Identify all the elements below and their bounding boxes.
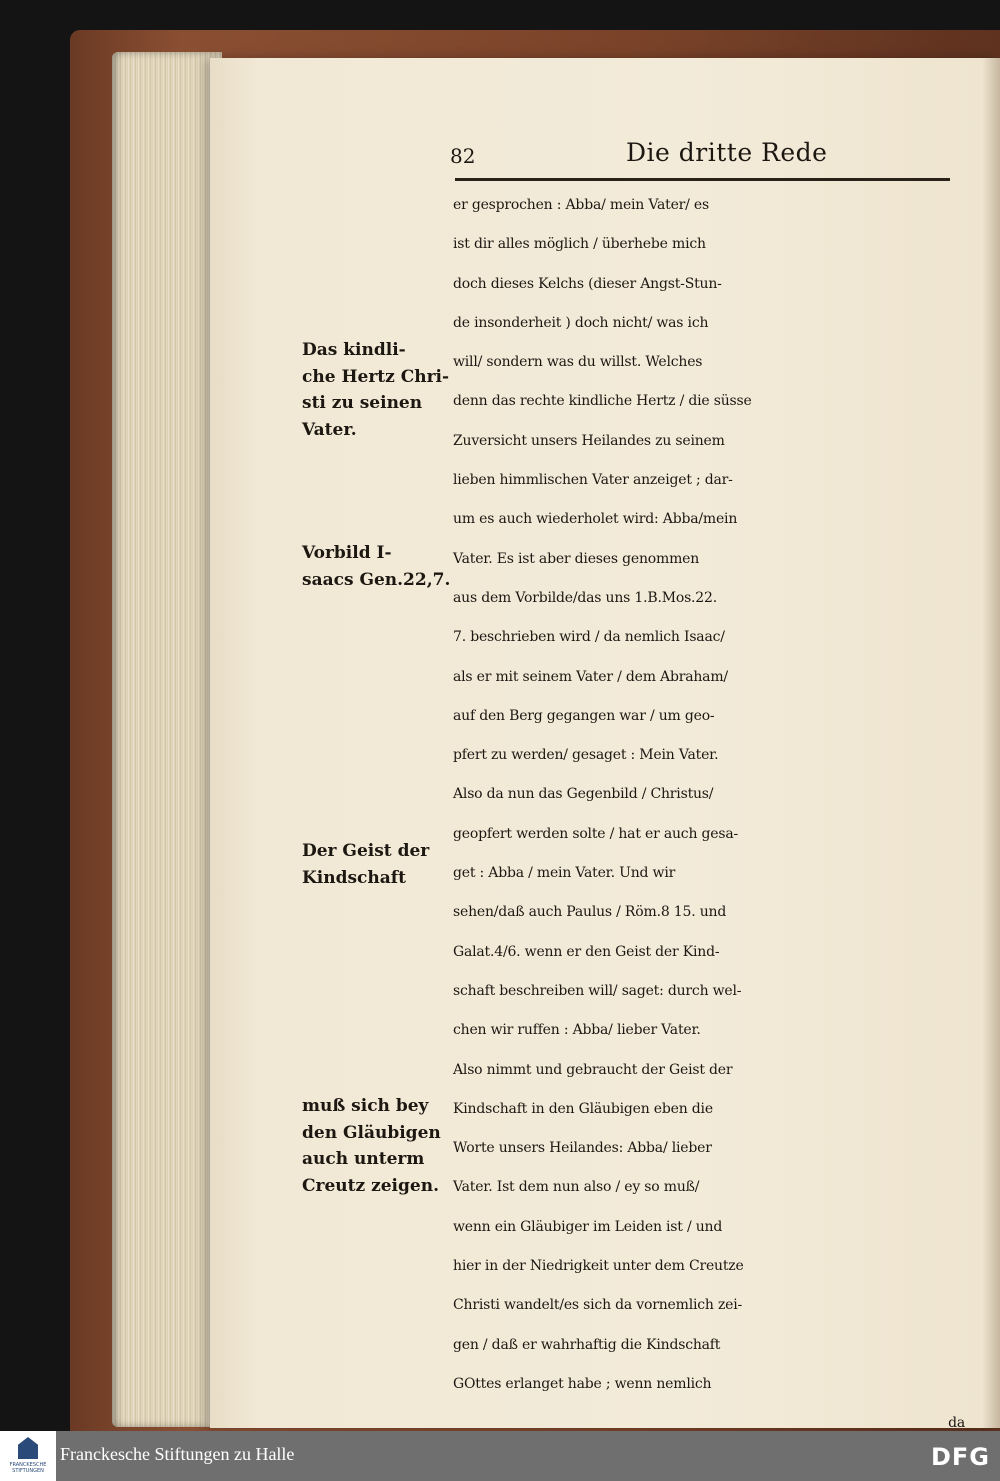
text-line: get : Abba / mein Vater. Und wir — [453, 865, 676, 882]
text-line: doch dieses Kelchs (dieser Angst-Stun- — [453, 275, 722, 292]
marginal-note-line: saacs Gen.22,7. — [302, 569, 451, 590]
text-line: lieben himmlischen Vater anzeiget ; dar- — [453, 472, 733, 489]
text-line: gen / daß er wahrhaftig die Kindschaft — [453, 1336, 721, 1353]
footer-bar — [0, 1431, 1000, 1481]
marginal-note-line: sti zu seinen — [302, 393, 423, 413]
text-line: Vater. Es ist aber dieses genommen — [453, 550, 700, 567]
marginal-note-line: Kindschaft — [302, 867, 406, 888]
text-line: schaft beschreiben will/ saget: durch wel- — [453, 982, 742, 999]
crest-icon — [18, 1437, 38, 1459]
text-line: aus dem Vorbilde/das uns 1.B.Mos.22. — [453, 589, 717, 606]
text-line: de insonderheit ) doch nicht/ was ich — [453, 314, 709, 331]
marginal-note-line: Creutz zeigen. — [302, 1175, 439, 1196]
text-line: wenn ein Gläubiger im Leiden ist / und — [453, 1218, 723, 1235]
text-line: als er mit seinem Vater / dem Abraham/ — [453, 668, 728, 685]
marginal-note — [302, 337, 462, 443]
dfg-logo[interactable]: DFG — [930, 1443, 990, 1471]
text-line: Also nimmt und gebraucht der Geist der — [453, 1061, 733, 1078]
text-line: um es auch wiederholet wird: Abba/mein — [453, 511, 738, 528]
page-edges — [112, 52, 222, 1427]
marginal-note-line: Der Geist der — [302, 841, 430, 861]
marginal-note — [302, 838, 462, 891]
marginal-note — [302, 1093, 462, 1199]
marginal-note-line: Vorbild I- — [302, 543, 392, 563]
text-line: ist dir alles möglich / überhebe mich — [453, 236, 706, 253]
marginal-note-line: muß sich bey — [302, 1096, 429, 1116]
catchword: da — [948, 1415, 965, 1432]
text-line: Worte unsers Heilandes: Abba/ lieber — [453, 1140, 712, 1157]
page-number: 82 — [450, 144, 476, 168]
text-line: auf den Berg gegangen war / um geo- — [453, 707, 715, 724]
marginal-note-line: Vater. — [302, 419, 357, 440]
text-line: 7. beschrieben wird / da nemlich Isaac/ — [453, 629, 725, 646]
text-line: will/ sondern was du willst. Welches — [453, 354, 703, 371]
text-line: sehen/daß auch Paulus / Röm.8 15. und — [453, 904, 727, 921]
marginal-note-line: auch unterm — [302, 1149, 425, 1169]
text-line: Zuversicht unsers Heilandes zu seinem — [453, 432, 725, 449]
marginal-note-line: den Gläubigen — [302, 1122, 441, 1143]
running-head: Die dritte Rede — [626, 138, 828, 167]
text-line: denn das rechte kindliche Hertz / die süsse — [453, 393, 752, 410]
marginal-note — [302, 540, 462, 593]
text-line: GOttes erlanget habe ; wenn nemlich — [453, 1375, 712, 1392]
page-header — [450, 138, 955, 178]
text-line: Kindschaft in den Gläubigen eben die — [453, 1100, 713, 1117]
text-line: geopfert werden solte / hat er auch gesa- — [453, 825, 739, 842]
institution-link[interactable]: Franckesche Stiftungen zu Halle — [60, 1444, 295, 1464]
text-line: Also da nun das Gegenbild / Christus/ — [453, 786, 714, 803]
logo-text: FRANCKESCHE STIFTUNGEN — [9, 1462, 47, 1474]
text-line: er gesprochen : Abba/ mein Vater/ es — [453, 197, 709, 213]
marginal-note-line: Das kindli- — [302, 340, 406, 360]
text-line: hier in der Niedrigkeit unter dem Creutze — [453, 1258, 744, 1275]
text-line: pfert zu werden/ gesaget : Mein Vater. — [453, 747, 719, 764]
institution-logo[interactable] — [0, 1431, 56, 1481]
text-line: chen wir ruffen : Abba/ lieber Vater. — [453, 1022, 701, 1039]
marginal-note-line: che Hertz Chri- — [302, 366, 450, 387]
header-rule — [455, 178, 950, 181]
text-line: Vater. Ist dem nun also / ey so muß/ — [453, 1179, 700, 1196]
text-line: Galat.4/6. wenn er den Geist der Kind- — [453, 943, 720, 960]
text-line: Christi wandelt/es sich da vornemlich zei- — [453, 1297, 743, 1314]
body-text — [453, 186, 965, 1444]
